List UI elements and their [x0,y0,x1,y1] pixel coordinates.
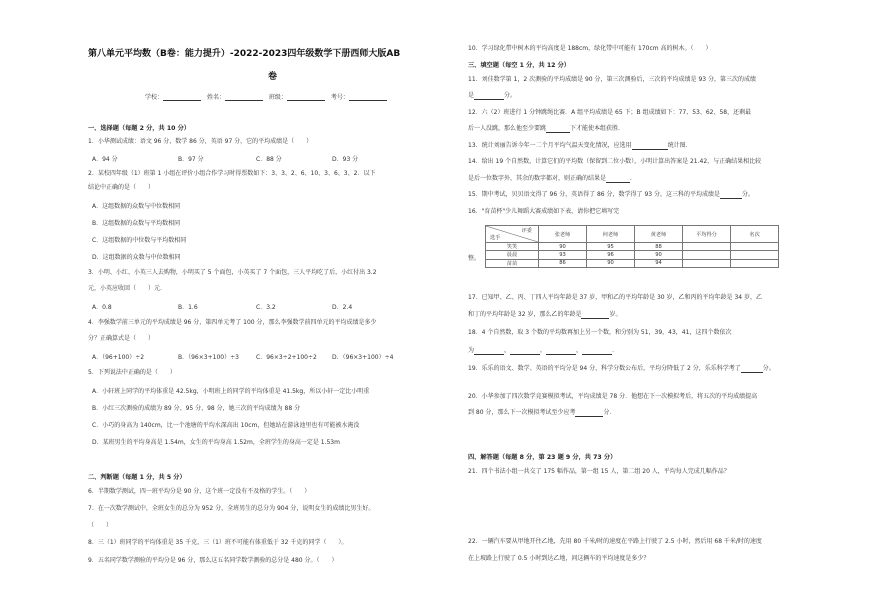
question-13: 13．统计刘丽告诉今年一二个月平均气温天变化情况，应选用 统计图． [468,142,692,149]
table-input-cell[interactable] [731,259,779,267]
q21-answer-area[interactable] [468,480,828,530]
question-10: 10．学习绿化带中树木的平均高度是 188cm，绿化带中可能有 170cm 高的树木。（ ） [468,45,712,52]
table-cell: 90 [635,251,683,259]
table-cell: 96 [587,251,635,259]
table-cell: 95 [587,243,635,251]
q2-option-b: B．这组数据的众数与平均数相同 [92,220,181,227]
q5-option-d: D．某班男生的平均身高是 1.54m，女生的平均身高 1.52m，全班学生的身高一定是 1.53m [92,439,340,446]
table-header-row [486,226,779,243]
q4-option-a: A．（96+100）÷2 [92,354,145,361]
question-20-cont: 到 80 分，那么下一次模拟考试至少应考 分． [468,409,616,416]
table-header-cell: 张老师 [539,226,587,243]
school-label: 学校： [145,94,164,101]
question-17-cont: 和丁的平均年龄是 32 岁，那么乙的年龄是 岁。 [468,311,622,318]
question-7: 7．在一次数学测试中，全班女生的总分为 952 分，全班男生的总分为 904 分，说明女生的成绩比男生好。 [88,505,375,512]
question-2: 2．某校四年级（1）班第 1 小组在评价小组合作学习时得票数如下：3、3、2、6、10、3、6、3、2．以下 [88,170,376,177]
page-title-cont: 卷 [268,72,278,82]
table-cell: 笑笑 [486,243,539,251]
table-header-cell: 何老师 [587,226,635,243]
question-17: 17．已知甲、乙、丙、丁四人平均年龄是 37 岁，甲和乙的平均年龄是 30 岁，乙和丙的平均年龄是 34 岁，乙 [468,294,762,301]
q2-option-a: A．这组数据的众数与中位数相同 [92,203,181,210]
q4-option-b: B．（96×3+100）÷3 [178,354,239,361]
question-8: 8．三（1）班同学的平均体重是 35 千克，三（1）班不可能有体重低于 32 千克的同学（ ）。 [88,539,348,546]
table-corner-cell [486,226,539,243]
question-21: 21．四个书法小组一共交了 175 幅作品，第一组 15 人，第二组 20 人，平均每人完成几幅作品？ [468,468,730,475]
q18-blank-1[interactable] [474,349,504,355]
q18-blank-3[interactable] [546,349,576,355]
question-11: 11．刘佳数学第 1，2 次测验的平均成绩是 90 分，第三次测验后，三次的平均成绩是 93 分，第三次的成绩 [468,76,756,83]
question-2-cont: 结论中正确的是（ ） [88,184,155,191]
q5-option-a: A．小轩班上同学的平均体重是 42.5kg，小明班上的同学的平均体重是 41.5kg，所以小轩一定比小明重 [92,388,370,395]
question-12: 12．六（2）班进行 1 分钟跳绳比赛．A 组平均成绩是 65 下；B 组成绩如下：77、53、62、58，还剩最 [468,109,752,116]
q3-option-d: D．2.4 [332,304,353,311]
table-input-cell[interactable] [683,251,731,259]
q4-option-d: D．（96×3+100）÷4 [332,354,394,361]
question-18-cont: 为 ， ， ， ． [468,347,619,354]
score-table [485,225,779,268]
q18-blank-2[interactable] [510,349,540,355]
q3-option-a: A．0.8 [92,304,112,311]
table-row [486,243,779,251]
class-label: 班级： [268,94,287,101]
question-5: 5．下列说法中正确的是（ ） [88,369,176,376]
q13-blank[interactable] [632,144,668,150]
question-4: 4．李强数学前三单元的平均成绩是 96 分，第四单元考了 100 分，那么李强数学前四单元的平均成绩是多少 [88,319,377,326]
table-cell: 苗苗 [486,259,539,267]
q14-blank[interactable] [606,177,630,183]
q1-option-a: A．94 分 [92,156,118,163]
q1-option-d: D．93 分 [332,156,359,163]
question-6: 6．半期数学测试，四一班平均分是 90 分，这个班一定没有不及格的学生。（ ） [88,488,311,495]
q11-blank[interactable] [474,94,504,100]
name-label: 姓名： [206,94,225,101]
q1-option-b: B．97 分 [178,156,204,163]
q19-blank[interactable] [741,367,763,373]
number-label: 考号： [330,94,349,101]
section-judgement: 二、判断题（每题 1 分，共 5 分） [88,474,186,481]
question-16-side: 整。 [468,255,481,262]
q4-option-c: C．96×3÷2+100÷2 [256,354,317,361]
table-cell: 晨晨 [486,251,539,259]
q2-option-c: C．这组数据的中位数与平均数相同 [92,237,187,244]
q3-option-b: B．1.6 [178,304,198,311]
table-cell: 94 [635,259,683,267]
q20-blank[interactable] [575,411,603,417]
question-22: 22．一辆汽车要从甲地开往乙地，先用 80 千米/时的速度在平路上行驶了 2.5 小时，然后用 68 千米/时的速度 [468,538,762,545]
corner-label-players: 选手 [490,235,501,241]
q12-blank[interactable] [546,127,570,133]
table-cell: 88 [635,243,683,251]
question-14: 14．给出 19 个自然数，计算它们的平均数（保留到二位小数），小明计算出答案是 21.42，与正确结果相比较 [468,158,762,165]
table-header-cell: 平均得分 [683,226,731,243]
question-16: 16．"育苗杯"少儿舞蹈大赛成绩如下表，请你把它填写完 [468,208,620,215]
question-3-cont: 元，小英应收回（ ）元． [88,285,167,292]
question-22-cont: 在上坡路上行驶了 0.5 小时到达乙地，问这辆车的平均速度是多少？ [468,555,650,562]
table-cell: 86 [539,259,587,267]
table-input-cell[interactable] [731,251,779,259]
page-title: 第八单元平均数（B卷：能力提升）-2022-2023四年级数学下册西师大版AB [88,49,401,59]
q5-option-b: B．小红三次测验的成绩为 89 分、95 分、98 分，她三次的平均成绩为 88 分 [92,405,301,412]
q17-blank[interactable] [581,313,609,319]
question-14-cont: 是后一位数字外，其余的数字都对，则正确的结果是 ． [468,175,637,182]
question-4-cont: 分？正确算式是（ ） [88,335,155,342]
q2-option-d: D．这组数据的众数与中位数相同 [92,254,181,261]
student-info [145,92,387,101]
section-choice: 一、选择题（每题 2 分，共 10 分） [88,125,190,132]
section-fill: 三、填空题（每空 1 分，共 12 分） [468,62,570,69]
q15-blank[interactable] [720,193,742,199]
table-row [486,251,779,259]
table-input-cell[interactable] [683,259,731,267]
table-cell: 90 [539,243,587,251]
table-header-cell: 名次 [731,226,779,243]
class-field[interactable] [287,95,325,101]
table-row [486,259,779,267]
question-18: 18．4 个自然数，取 3 个数的平均数再加上另一个数，和分别为 51，39，43，41，这四个数依次 [468,329,732,336]
table-header-cell: 黄老师 [635,226,683,243]
question-20: 20．小华参加了四次数学竞赛模拟考试，平均成绩是 78 分．他想在下一次模拟考后，将五次的平均成绩提高 [468,393,758,400]
q18-blank-4[interactable] [582,349,612,355]
school-field[interactable] [163,95,201,101]
corner-label-judges: 评委 [521,228,532,234]
question-11-cont: 是 分。 [468,92,517,99]
question-19: 19．乐乐的语文、数学、英语的平均分是 94 分，科学分数公布后，平均分降低了 2 分，乐乐科学考了 分。 [468,365,775,372]
table-input-cell[interactable] [731,243,779,251]
q3-option-c: C．3.2 [256,304,276,311]
question-12-cont: 后一人没跳，那么他至少要跳 下才能使本组获胜． [468,125,625,132]
question-1: 1．小华测试成绩：语文 96 分，数学 86 分，英语 97 分，它的平均成绩是（ ） [88,138,313,145]
question-3: 3．小明、小红、小英三人去购物，小明买了 5 个面包，小英买了 7 个面包，三人平均吃了后，小红付出 3.2 [88,269,377,276]
q1-option-c: C．88 分 [256,156,282,163]
table-cell: 90 [587,259,635,267]
table-input-cell[interactable] [683,243,731,251]
question-9: 9．五名同学数学测验的平均分是 96 分，那么这五名同学数学测验的总分是 480 分。（ ） [88,557,338,564]
section-solve: 四、解答题（每题 8 分，第 23 题 9 分，共 73 分） [468,454,617,461]
q5-option-c: C．小巧的身高为 140cm，比一个池塘的平均水深高出 10cm，但她站在游泳池里也有可能被水淹没 [92,422,360,429]
number-field[interactable] [349,95,387,101]
question-15: 15．期中考试，贝贝语文得了 96 分，英语得了 86 分，数学得了 93 分，这三科的平均成绩是 分。 [468,191,754,198]
question-7-cont: （ ） [88,522,113,529]
name-field[interactable] [225,95,263,101]
table-cell: 93 [539,251,587,259]
